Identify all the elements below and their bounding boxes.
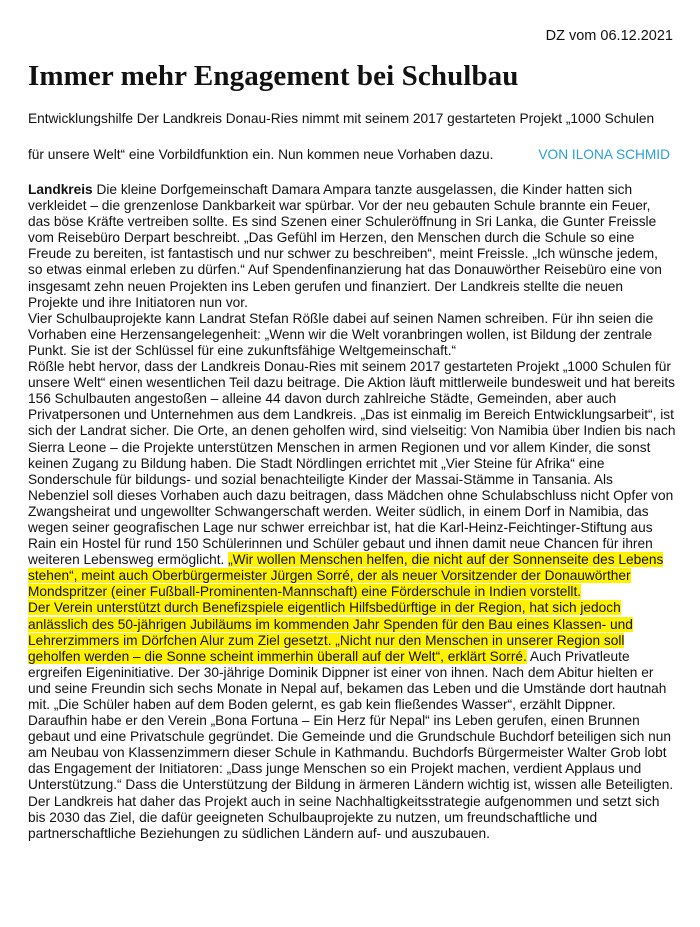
paragraph-3-text: Rößle hebt hervor, dass der Landkreis Donau-Ries mit seinem 2017 gestarteten Projekt „1000 Schulen für unsere Welt“ einen wesentlichen Teil dazu beitrage. Die Aktion läuft mittlerweile bundesweit und hat bereits 156 Schulbauten angestoßen – alleine 44 davon durch zahlreiche Städte, Gemeinden, aber auch Privatpersonen und Unternehmen aus dem Landkreis. „Das ist einmalig im Bereich Entwicklungsarbeit“, ist sich der Landrat sicher. Die Orte, an denen geholfen wird, sind vielseitig: Von Namibia über Indien bis nach Sierra Leone – die Projekte unterstützen Menschen in armen Regionen und vor allem Kinder, die sonst keinen Zugang zu Bildung haben. Die Stadt Nördlingen errichtet mit „Vier Steine für Afrika“ eine Sonderschule für bildungs- und sozial benachteiligte Kinder der Massai-Stämme in Tansania. Als Nebenziel soll dieses Vorhaben auch dazu beitragen, dass Mädchen ohne Schulabschluss nicht Opfer von Zwangsheirat und ungewollter Schwangerschaft werden. Weiter südlich, in einem Dorf in Namibia, das wegen seiner geografischen Lage nur schwer erreichbar ist, hat die Karl-Heinz-Feichtinger-Stiftung aus Rain ein Hostel für rund 150 Schülerinnen und Schüler gebaut und ihnen damit neue Chancen für ihren weiteren Lebensweg ermöglicht. — [28, 359, 676, 568]
dateline: DZ vom 06.12.2021 — [545, 28, 673, 44]
location-keyword: Landkreis — [28, 182, 93, 197]
paragraph-4 — [28, 600, 676, 713]
paragraph-1-text: Die kleine Dorfgemeinschaft Damara Ampara tanzte ausgelassen, die Kinder hatten sich verkleidet – die grenzenlose Dankbarkeit war spürbar. Vor der neu gebauten Schule brannte ein Feuer, das böse Kräfte vertreiben sollte. Es sind Szenen einer Schuleröffnung in Sri Lanka, die Gunter Freissle vom Reisebüro Derpart beschreibt. „Das Gefühl im Herzen, den Menschen durch die Schule so eine Freude zu bereiten, ist fantastisch und nur schwer zu beschreiben“, meint Freissle. „Ich wünsche jedem, so etwas einmal erleben zu dürfen.“ Auf Spendenfinanzierung hat das Donauwörther Reisebüro eine von insgesamt zehn neuen Projekten ins Leben gerufen und finanziert. Der Landkreis stellte die neuen Projekte und ihre Initiatoren nun vor. — [28, 182, 662, 310]
author-byline: VON ILONA SCHMID — [538, 147, 670, 162]
paragraph-5: Daraufhin habe er den Verein „Bona Fortuna – Ein Herz für Nepal“ ins Leben gerufen, einen Brunnen gebaut und eine Privatschule gegründet. Die Gemeinde und die Grundschule Buchdorf beteiligen sich nun am Neubau von Klassenzimmern dieser Schule in Kathmandu. Buchdorfs Bürgermeister Walter Grob lobt das Engagement der Initiatoren: „Dass junge Menschen so ein Projekt machen, verdient Applaus und Unterstützung.“ Dass die Unterstützung der Bildung in ärmeren Ländern wichtig ist, wissen alle Beteiligten. Der Landkreis hat daher das Projekt auch in seine Nachhaltigkeitsstrategie aufgenommen und setzt sich bis 2030 das Ziel, die dafür geeigneten Schulbauprojekte zu nutzen, um freundschaftliche und partnerschaftliche Beziehungen zu südlichen Ländern auf- und auszubauen. — [28, 713, 674, 841]
lead-line-2: für unsere Welt“ eine Vorbildfunktion ein. Nun kommen neue Vorhaben dazu. — [28, 147, 494, 162]
paragraph-1 — [28, 182, 676, 311]
lead-line-1: Entwicklungshilfe Der Landkreis Donau-Ries nimmt mit seinem 2017 gestarteten Projekt „1000 Schulen — [28, 111, 655, 126]
paragraph-2: Vier Schulbauprojekte kann Landrat Stefan Rößle dabei auf seinen Namen schreiben. Für ihn seien die Vorhaben eine Herzensangelegenheit: „Wenn wir die Welt voranbringen wollen, ist Bildung der zentrale Punkt. Sie ist der Schlüssel für eine zukunftsfähige Weltgemeinschaft.“ — [28, 310, 654, 358]
highlighted-quote-1: „Wir wollen Menschen helfen, die nicht auf der Sonnenseite des Lebens stehen“, meint auch Oberbürgermeister Jürgen Sorré, der als neuer Vorsitzender der Donauwörther Mondspritzer (einer Fußball-Prominenten-Mannschaft) eine Förderschule in Indien vorstellt. — [28, 552, 664, 600]
highlighted-passage-2: Der Verein unterstützt durch Benefizspiele eigentlich Hilfsbedürftige in der Region, hat sich jedoch anlässlich des 50-jährigen Jubiläums im kommenden Jahr Spenden für den Bau eines Klassen- und Lehrerzimmers im Dörfchen Alur zum Ziel gesetzt. „Nicht nur den Menschen in unserer Region soll geholfen werden – die Sonne scheint immerhin überall auf der Welt“, erklärt Sorré. — [28, 600, 633, 664]
headline: Immer mehr Engagement bei Schulbau — [28, 60, 519, 92]
article-body — [28, 182, 676, 842]
paragraph-4-text: Auch Privatleute ergreifen Eigeninitiative. Der 30-jährige Dominik Dippner ist einer von ihnen. Nach dem Abitur hielten er und seine Freundin sich sechs Monate in Nepal auf, bekamen das Leben und die Umstände dort hautnah mit. „Die Schüler haben auf dem Boden gelernt, es gab kein fließendes Wasser“, erzählt Dippner. — [28, 648, 667, 712]
paragraph-3 — [28, 359, 676, 600]
